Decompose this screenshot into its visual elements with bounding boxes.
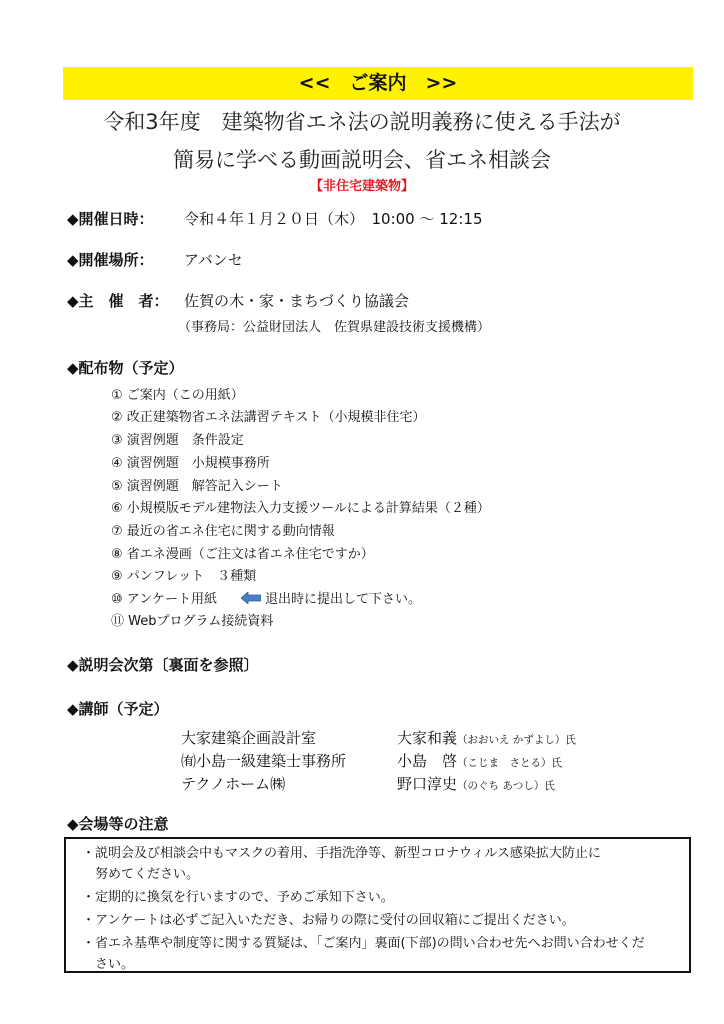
lecturer-name xyxy=(397,773,555,794)
lecturer-name-kana: （おおいえ かずよし） xyxy=(457,734,566,746)
event-host-note: （事務局：公益財団法人 佐賀県建設技術支援機構） xyxy=(178,320,491,335)
notice-line: 努めてください。 xyxy=(95,867,200,882)
material-item: ⑤ 演習例題 解答記入シート xyxy=(111,479,283,494)
lecturer-affiliation: 大家建築企画設計室 xyxy=(181,729,317,747)
notice-line: ・省エネ基準や制度等に関する質疑は、「ご案内」裏面(下部)の問い合わせ先へお問い合わせくだ xyxy=(82,936,645,951)
event-host-value: 佐賀の木・家・まちづくり協議会 xyxy=(184,292,409,310)
left-arrow-icon xyxy=(241,592,261,608)
notice-line: ・説明会及び相談会中もマスクの着用、手指洗浄等、新型コロナウィルス感染拡大防止に xyxy=(82,846,601,861)
lecturer-name xyxy=(397,750,562,771)
subtitle-non-residential: 【非住宅建築物】 xyxy=(309,179,414,194)
material-item: ④ 演習例題 小規模事務所 xyxy=(111,456,270,471)
title-line-1: 令和3年度 建築物省エネ法の説明義務に使える手法が xyxy=(103,110,621,134)
lecturer-name-text: 野口淳史 xyxy=(397,775,458,793)
material-item: ⑨ パンフレット ３種類 xyxy=(111,569,257,584)
lecturer-name-text: 大家和義 xyxy=(397,729,458,747)
notice-line: ・アンケートは必ずご記入いただき、お帰りの際に受付の回収箱にご提出ください。 xyxy=(82,913,575,928)
material-item-questionnaire xyxy=(111,588,421,608)
material-item: ⑥ 小規模版モデル建物法入力支援ツールによる計算結果（２種） xyxy=(111,501,490,516)
questionnaire-submit-note: 退出時に提出して下さい。 xyxy=(265,592,422,607)
notice-line: ・定期的に換気を行いますので、予めご承知下さい。 xyxy=(82,890,394,905)
schedule-heading: ◆説明会次第〔裏面を参照〕 xyxy=(67,656,259,674)
lecturers-heading: ◆講師（予定） xyxy=(67,700,169,718)
material-item: ⑦ 最近の省エネ住宅に関する動向情報 xyxy=(111,524,335,539)
lecturer-name-suffix: 氏 xyxy=(565,734,576,746)
title-line-2: 簡易に学べる動画説明会、省エネ相談会 xyxy=(173,148,551,172)
lecturer-affiliation: ㈲小島一級建築士事務所 xyxy=(181,752,347,770)
notices-heading: ◆会場等の注意 xyxy=(67,815,169,833)
event-host-row xyxy=(67,290,409,311)
event-venue-label: ◆開催場所： xyxy=(67,251,154,269)
lecturer-name-kana: （こじま さとる） xyxy=(457,757,552,769)
event-date-label: ◆開催日時： xyxy=(67,210,154,228)
material-item: ③ 演習例題 条件設定 xyxy=(111,433,244,448)
material-item-label: ⑩ アンケート用紙 xyxy=(111,592,218,607)
event-host-label: ◆主 催 者： xyxy=(67,292,169,310)
lecturer-name xyxy=(397,727,576,748)
material-item: ⑧ 省エネ漫画（ご注文は省エネ住宅ですか） xyxy=(111,547,374,562)
lecturer-name-suffix: 氏 xyxy=(544,780,555,792)
event-venue-value: アバンセ xyxy=(184,251,243,269)
event-date-row xyxy=(67,208,483,229)
material-item: ⑪ Webプログラム接続資料 xyxy=(111,614,274,629)
materials-heading: ◆配布物（予定） xyxy=(67,359,184,377)
lecturer-name-text: 小島 啓 xyxy=(397,752,458,770)
material-item: ② 改正建築物省エネ法講習テキスト（小規模非住宅） xyxy=(111,410,426,425)
event-date-value: 令和４年１月２０日（木） 10:00 ～ 12:15 xyxy=(184,210,483,228)
lecturer-name-kana: （のぐち あつし） xyxy=(457,780,545,792)
event-venue-row xyxy=(67,249,243,270)
lecturer-name-suffix: 氏 xyxy=(551,757,563,769)
notice-line: さい。 xyxy=(95,957,135,972)
lecturer-affiliation: テクノホーム㈱ xyxy=(181,775,286,793)
announcement-banner: << ご案内 >> xyxy=(63,67,693,100)
material-item: ① ご案内（この用紙） xyxy=(111,388,244,403)
